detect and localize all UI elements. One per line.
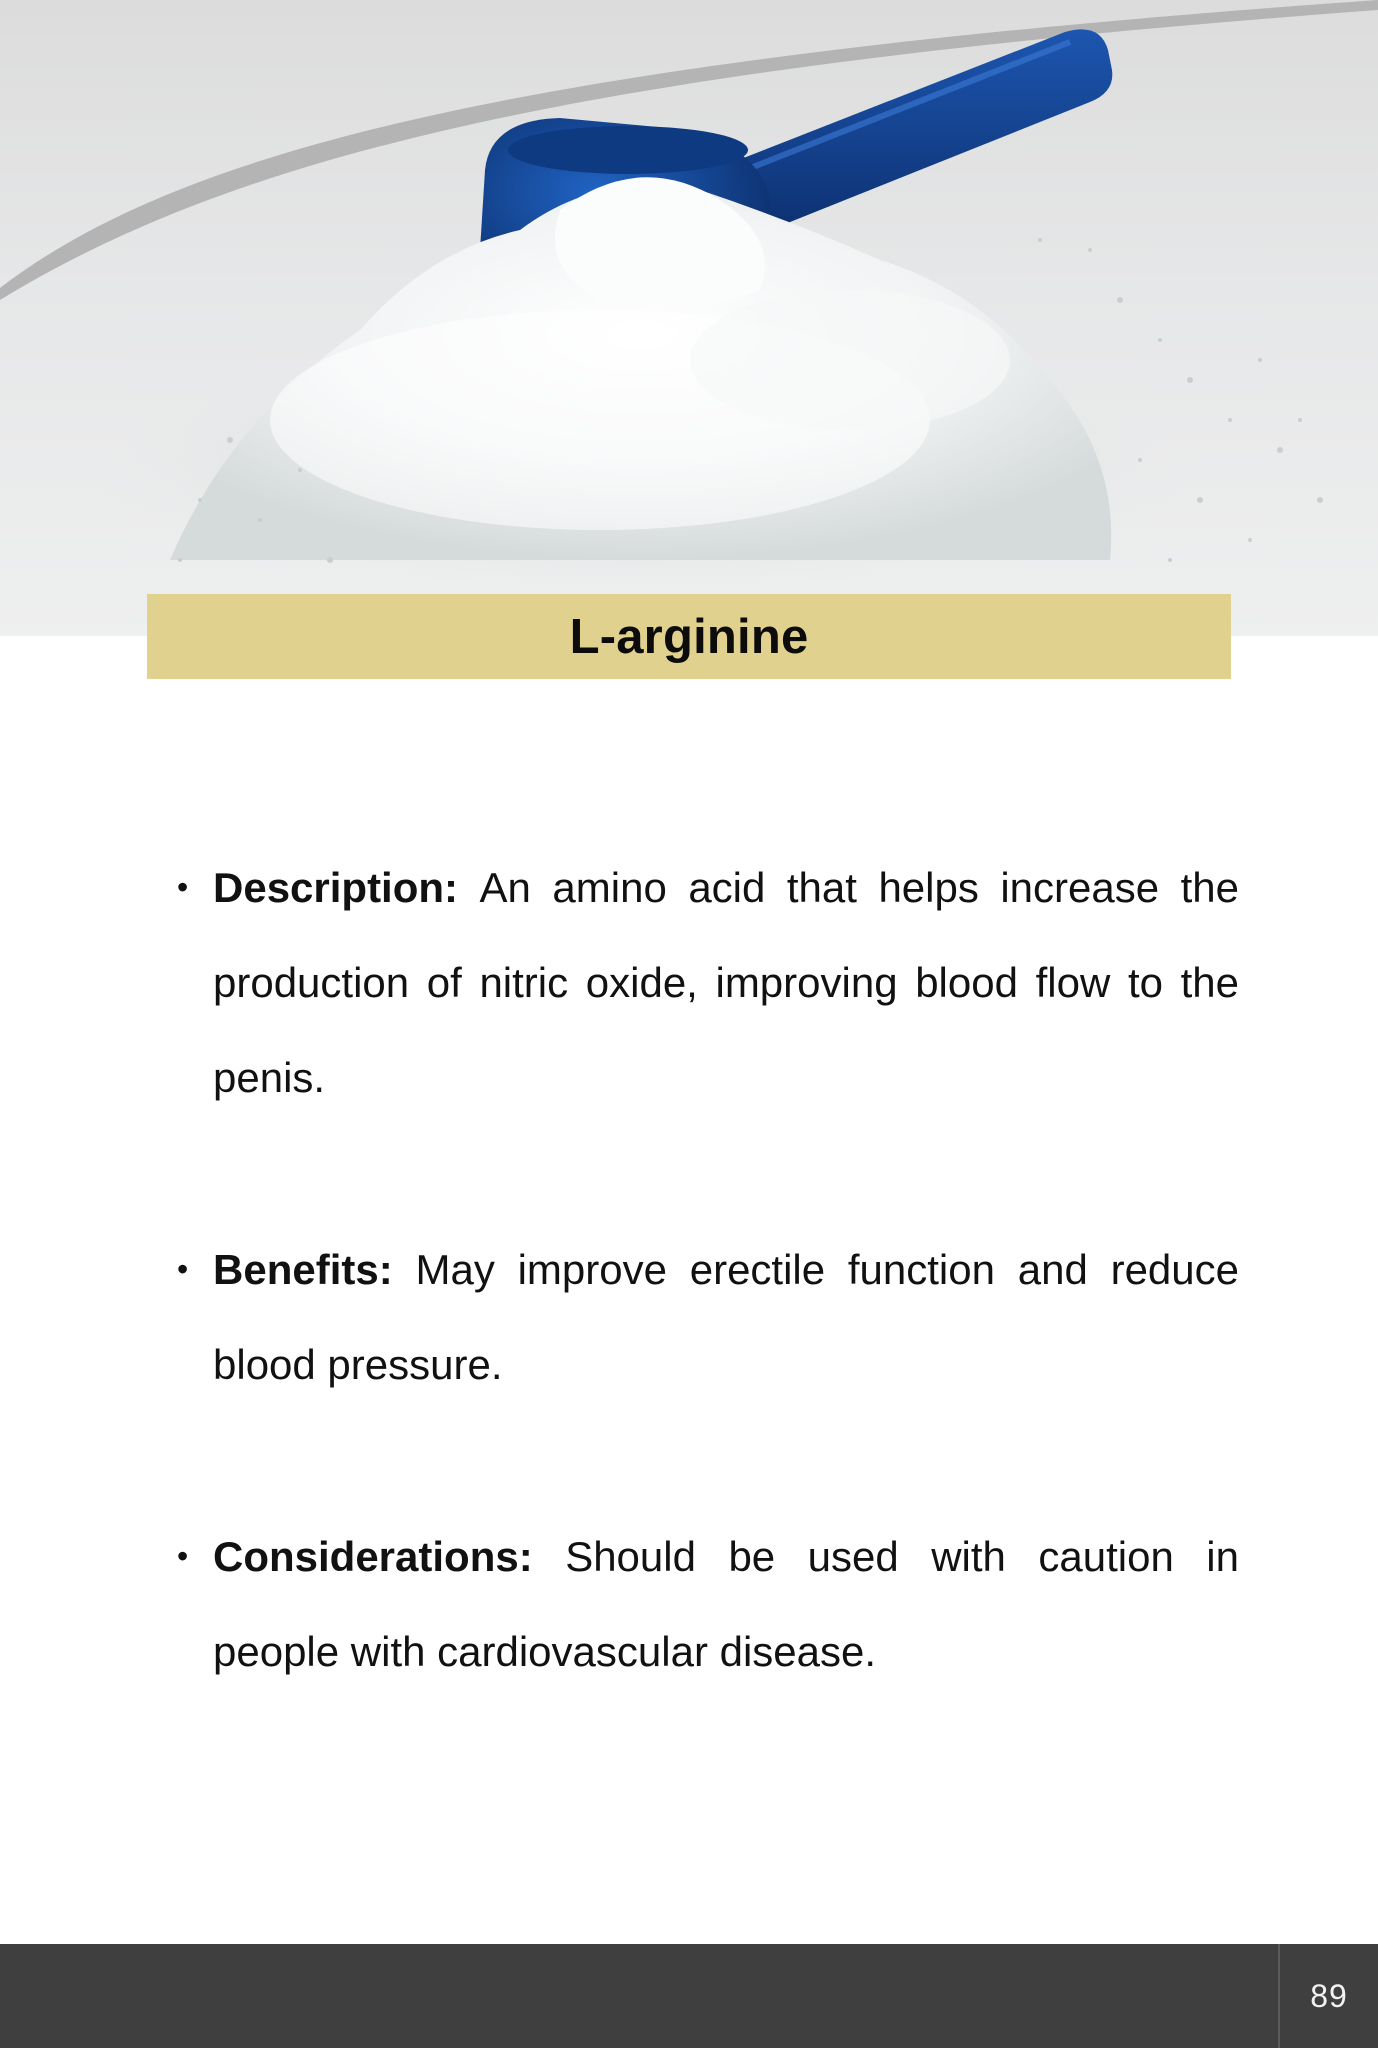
page-number-box xyxy=(1278,1944,1378,2048)
page-number: 89 xyxy=(1310,1977,1348,2014)
list-item-benefits xyxy=(175,1222,1239,1412)
bullet-icon: • xyxy=(177,1251,189,1287)
list-item-description xyxy=(175,840,1239,1125)
bullet-list xyxy=(175,840,1239,1699)
bullet-icon: • xyxy=(177,1538,189,1574)
hero-image xyxy=(0,0,1378,636)
item-label: Description: xyxy=(213,864,480,911)
bullet-icon: • xyxy=(177,869,189,905)
item-text: An amino acid that helps increase the production of nitric oxide, improving blood flow to the penis. xyxy=(213,864,1239,1101)
list-item-considerations xyxy=(175,1509,1239,1699)
title-banner xyxy=(147,594,1231,679)
page-title: L-arginine xyxy=(569,609,809,664)
item-label: Benefits: xyxy=(213,1246,416,1293)
powder-scoop-photo xyxy=(0,0,1378,636)
page-footer xyxy=(0,1944,1378,2048)
item-label: Considerations: xyxy=(213,1533,566,1580)
item-text: May improve erectile function and reduce blood pressure. xyxy=(213,1246,1240,1388)
item-text: Should be used with caution in people with cardiovascular disease. xyxy=(213,1533,1239,1675)
